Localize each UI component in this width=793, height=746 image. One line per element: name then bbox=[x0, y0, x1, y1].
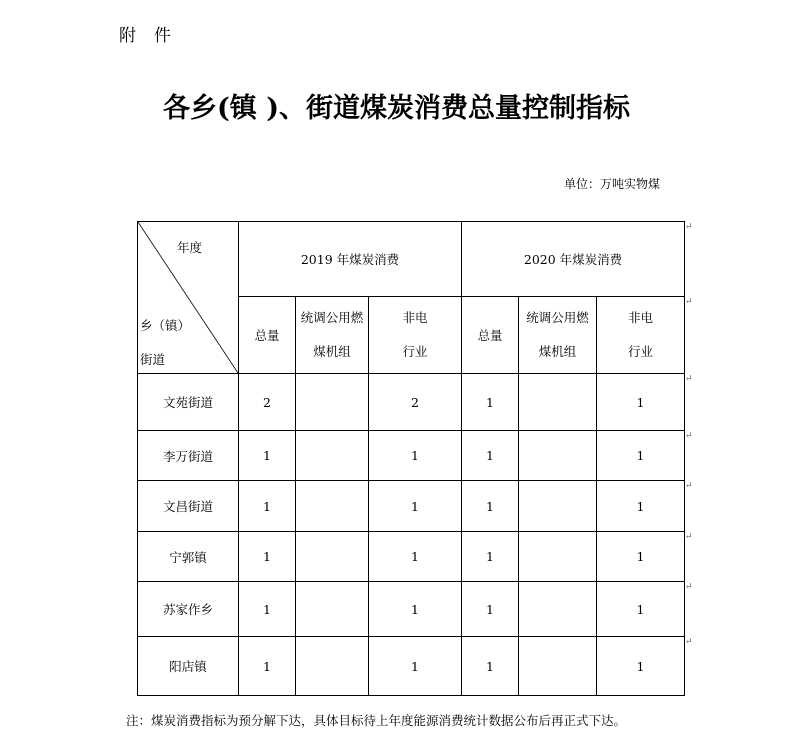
cell-2019-non-power: 1 bbox=[369, 532, 462, 582]
subheader-2020-unified-line2: 煤机组 bbox=[538, 344, 577, 359]
cell-2019-unified bbox=[296, 582, 369, 637]
header-2020: 2020 年煤炭消费 bbox=[462, 222, 685, 297]
subheader-2019-non-power-line1: 非电 bbox=[402, 310, 428, 325]
row-name: 文苑街道 bbox=[138, 374, 239, 431]
cell-2020-total: 1 bbox=[462, 481, 519, 532]
cell-2020-non-power: 1 bbox=[597, 481, 685, 532]
cell-2019-unified bbox=[296, 481, 369, 532]
corner-town-label: 乡（镇） bbox=[140, 318, 191, 333]
paragraph-mark-icon: ↵ bbox=[685, 431, 693, 441]
table-row bbox=[138, 374, 685, 431]
cell-2019-unified bbox=[296, 637, 369, 696]
paragraph-mark-icon: ↵ bbox=[685, 297, 693, 307]
subheader-2019-unified bbox=[296, 297, 369, 374]
cell-2019-unified bbox=[296, 532, 369, 582]
paragraph-mark-icon: ↵ bbox=[685, 532, 693, 542]
cell-2020-unified bbox=[519, 374, 597, 431]
cell-2019-non-power: 1 bbox=[369, 637, 462, 696]
row-name: 宁郭镇 bbox=[138, 532, 239, 582]
subheader-2020-non-power bbox=[597, 297, 685, 374]
subheader-2019-non-power bbox=[369, 297, 462, 374]
paragraph-mark-icon: ↵ bbox=[685, 222, 693, 232]
row-name: 李万街道 bbox=[138, 431, 239, 481]
cell-2019-unified bbox=[296, 374, 369, 431]
cell-2019-total: 1 bbox=[239, 481, 296, 532]
cell-2020-total: 1 bbox=[462, 582, 519, 637]
cell-2020-unified bbox=[519, 481, 597, 532]
subheader-2019-total: 总量 bbox=[239, 297, 296, 374]
table-row bbox=[138, 481, 685, 532]
cell-2019-non-power: 1 bbox=[369, 431, 462, 481]
subheader-2020-non-power-line2: 行业 bbox=[628, 344, 654, 359]
corner-year-label: 年度 bbox=[176, 240, 202, 255]
paragraph-mark-icon: ↵ bbox=[685, 374, 693, 384]
cell-2020-non-power: 1 bbox=[597, 532, 685, 582]
corner-header-cell bbox=[138, 222, 239, 374]
paragraph-mark-icon: ↵ bbox=[685, 582, 693, 592]
subheader-2019-unified-line2: 煤机组 bbox=[313, 344, 351, 359]
cell-2019-total: 1 bbox=[239, 582, 296, 637]
document-title: 各乡(镇 )、街道煤炭消费总量控制指标 bbox=[163, 93, 630, 124]
cell-2020-total: 1 bbox=[462, 374, 519, 431]
table-row bbox=[138, 582, 685, 637]
footnote: 注：煤炭消费指标为预分解下达，具体目标待上年度能源消费统计数据公布后再正式下达。 bbox=[126, 713, 627, 728]
subheader-2019-unified-line1: 统调公用燃 bbox=[300, 310, 364, 325]
cell-2019-unified bbox=[296, 431, 369, 481]
cell-2019-non-power: 1 bbox=[369, 582, 462, 637]
cell-2019-total: 1 bbox=[239, 431, 296, 481]
row-name: 文昌街道 bbox=[138, 481, 239, 532]
unit-label: 单位：万吨实物煤 bbox=[564, 177, 661, 191]
paragraph-mark-icon: ↵ bbox=[685, 481, 693, 491]
table-row bbox=[138, 637, 685, 696]
header-2019: 2019 年煤炭消费 bbox=[239, 222, 462, 297]
cell-2020-unified bbox=[519, 532, 597, 582]
cell-2019-total: 1 bbox=[239, 532, 296, 582]
cell-2020-non-power: 1 bbox=[597, 374, 685, 431]
attachment-label-part2: 件 bbox=[154, 26, 171, 46]
cell-2020-total: 1 bbox=[462, 532, 519, 582]
cell-2019-total: 1 bbox=[239, 637, 296, 696]
cell-2020-non-power: 1 bbox=[597, 637, 685, 696]
cell-2020-total: 1 bbox=[462, 431, 519, 481]
subheader-2020-total: 总量 bbox=[462, 297, 519, 374]
row-name: 苏家作乡 bbox=[138, 582, 239, 637]
attachment-label bbox=[119, 21, 189, 46]
cell-2019-non-power: 1 bbox=[369, 481, 462, 532]
attachment-label-part1: 附 bbox=[119, 26, 136, 46]
table-row bbox=[138, 431, 685, 481]
corner-street-label: 街道 bbox=[140, 352, 166, 367]
cell-2020-unified bbox=[519, 582, 597, 637]
cell-2020-unified bbox=[519, 431, 597, 481]
cell-2020-non-power: 1 bbox=[597, 431, 685, 481]
cell-2020-non-power: 1 bbox=[597, 582, 685, 637]
cell-2019-total: 2 bbox=[239, 374, 296, 431]
row-name: 阳店镇 bbox=[138, 637, 239, 696]
cell-2020-total: 1 bbox=[462, 637, 519, 696]
cell-2020-unified bbox=[519, 637, 597, 696]
coal-consumption-table bbox=[137, 221, 685, 696]
paragraph-mark-icon: ↵ bbox=[685, 637, 693, 647]
subheader-2020-unified bbox=[519, 297, 597, 374]
subheader-2019-non-power-line2: 行业 bbox=[402, 344, 428, 359]
table-row bbox=[138, 532, 685, 582]
subheader-2020-unified-line1: 统调公用燃 bbox=[526, 310, 589, 325]
cell-2019-non-power: 2 bbox=[369, 374, 462, 431]
subheader-2020-non-power-line1: 非电 bbox=[628, 310, 654, 325]
